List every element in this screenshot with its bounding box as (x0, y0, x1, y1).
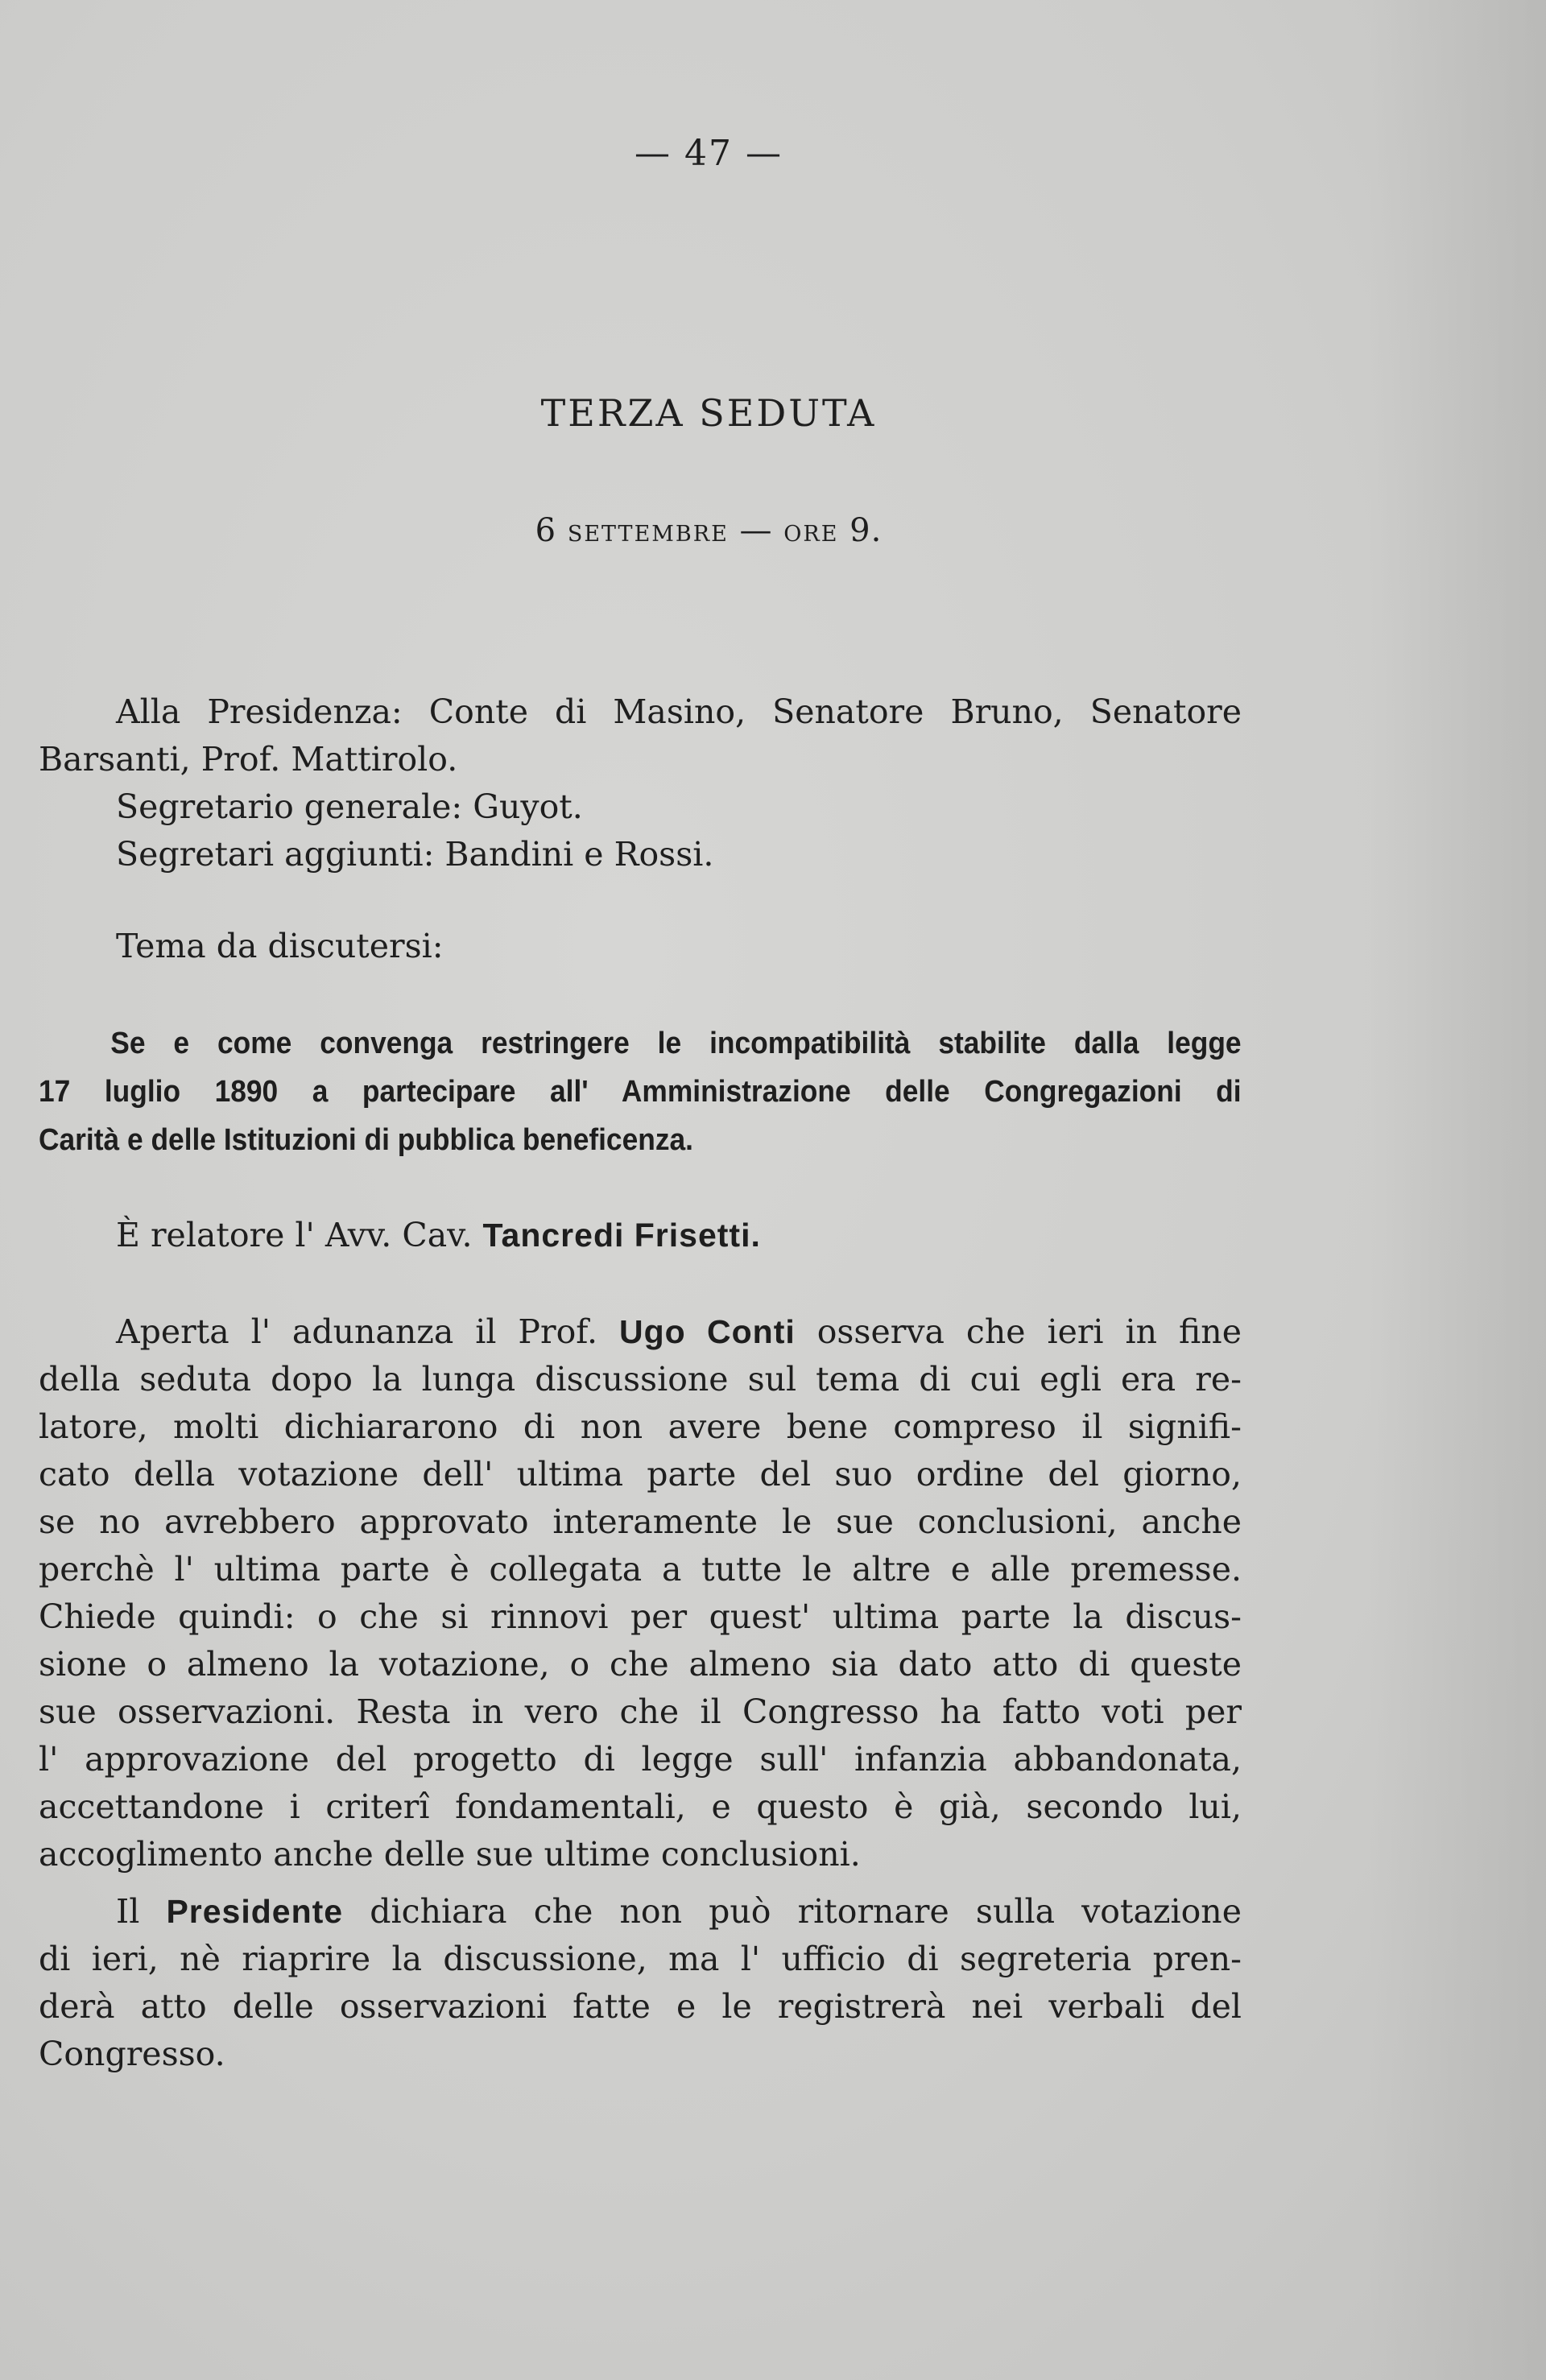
president-opening: Il (116, 1892, 140, 1931)
presidency-line-1: Alla Presidenza: Conte di Masino, Senatore Bruno, Senatore (116, 692, 1242, 731)
discussion-line: accettandone i criterî fondamentali, e questo è già, secondo lui, (39, 1787, 1242, 1826)
discussion-line: sione o almeno la votazione, o che almeno sia dato atto di queste (39, 1645, 1242, 1684)
rapporteur-name: Tancredi Frisetti. (482, 1217, 761, 1254)
president-last-line: Congresso. (39, 2035, 225, 2073)
presidency-line-2: Barsanti, Prof. Mattirolo. (39, 740, 458, 779)
discussion-line: Chiede quindi: o che si rinnovi per quest' ultima parte la discus- (39, 1597, 1242, 1636)
session-day: 6 (535, 512, 557, 549)
president-name: Presidente (166, 1893, 344, 1930)
assistant-secretaries: Segretari aggiunti: Bandini e Rossi. (116, 835, 714, 874)
secretaries-block (39, 783, 1242, 878)
topic-line-2: 17 luglio 1890 a partecipare all' Amministrazione delle Congregazioni di (39, 1075, 1242, 1109)
discussion-line: l' approvazione del progetto di legge sull' infanzia abbandonata, (39, 1740, 1242, 1779)
discussion-paragraph (39, 1308, 1242, 1878)
discussion-line: sue osservazioni. Resta in vero che il Congresso ha fatto voti per (39, 1692, 1242, 1731)
discussion-line: della seduta dopo la lunga discussione sul tema di cui egli era re- (39, 1360, 1242, 1399)
discussion-last-line: accoglimento anche delle sue ultime conclusioni. (39, 1835, 861, 1874)
rapporteur-line (39, 1212, 1242, 1259)
session-separator: — (739, 512, 773, 549)
president-paragraph (39, 1888, 1242, 2078)
session-date (0, 512, 1417, 549)
presidency-paragraph (39, 688, 1242, 783)
president-line: derà atto delle osservazioni fatte e le registrerà nei verbali del (39, 1987, 1242, 2026)
page-number: — 47 — (635, 133, 783, 174)
discussion-opening: Aperta l' adunanza il Prof. (116, 1312, 598, 1351)
speaker-name: Ugo Conti (619, 1313, 796, 1350)
discussion-line: latore, molti dichiararono di non avere bene compreso il signifi- (39, 1407, 1242, 1446)
general-secretary: Segretario generale: Guyot. (116, 787, 583, 826)
session-hour: 9. (849, 512, 883, 549)
topic-paragraph (39, 1019, 1242, 1164)
rapporteur-prefix: È relatore l' Avv. Cav. (116, 1216, 473, 1254)
topic-intro-text: Tema da discutersi: (116, 927, 444, 965)
section-title: TERZA SEDUTA (540, 391, 877, 435)
president-line: di ieri, nè riaprire la discussione, ma l' ufficio di segreteria pren- (39, 1940, 1242, 1978)
session-month: SETTEMBRE (567, 522, 729, 547)
session-hour-word: ORE (783, 522, 839, 547)
topic-line-3: Carità e delle Istituzioni di pubblica beneficenza. (39, 1123, 693, 1157)
discussion-opening-rest: osserva che ieri in fine (816, 1312, 1242, 1351)
rapporteur-text (39, 1212, 1242, 1259)
president-opening-rest: dichiara che non può ritornare sulla votazione (370, 1892, 1242, 1931)
discussion-line-1 (39, 1308, 1242, 1356)
president-line-1 (39, 1888, 1242, 1936)
topic-intro (39, 923, 1242, 970)
discussion-line: cato della votazione dell' ultima parte del suo ordine del giorno, (39, 1455, 1242, 1494)
discussion-line: se no avrebbero approvato interamente le sue conclusioni, anche (39, 1502, 1242, 1541)
discussion-line: perchè l' ultima parte è collegata a tutte le altre e alle premesse. (39, 1550, 1242, 1589)
topic-line-1: Se e come convenga restringere le incompatibilità stabilite dalla legge (110, 1027, 1242, 1060)
